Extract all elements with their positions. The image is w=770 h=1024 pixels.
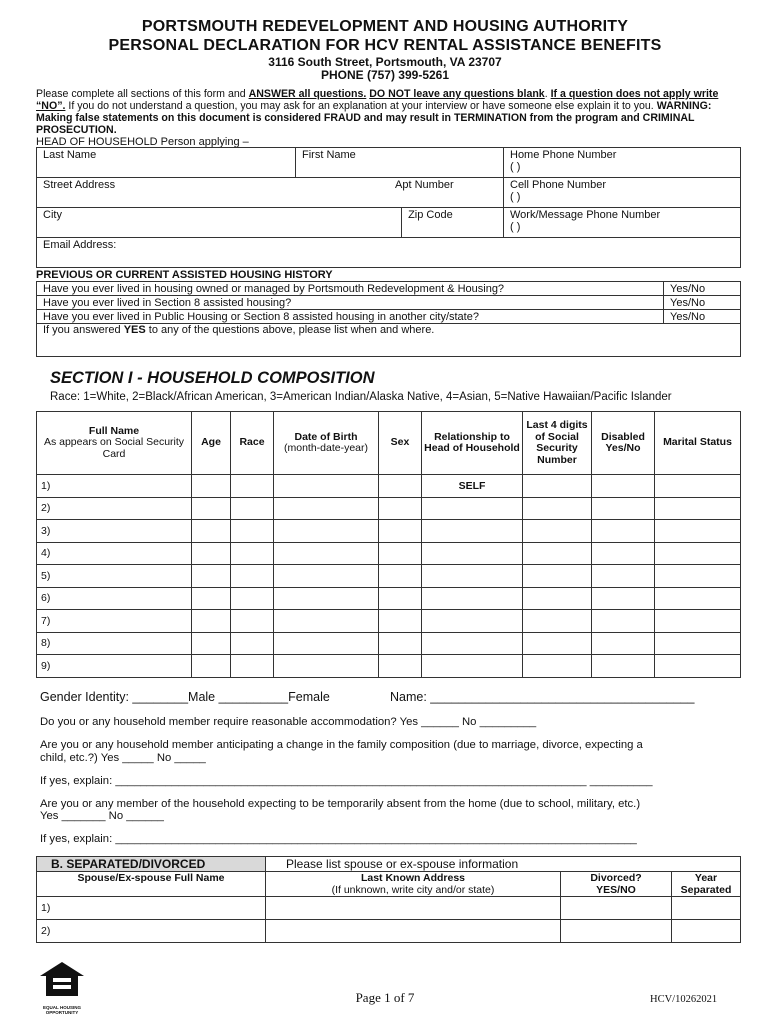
cell-phone-field[interactable] [504, 178, 741, 208]
instructions [36, 88, 736, 136]
history-q1: Have you ever lived in housing owned or managed by Portsmouth Redevelopment & Housing? [37, 282, 664, 296]
household-cell[interactable] [231, 610, 274, 633]
household-cell[interactable] [379, 565, 422, 588]
household-cell[interactable] [379, 542, 422, 565]
separated-cell[interactable] [672, 897, 741, 920]
zip-field[interactable] [402, 208, 504, 238]
history-q3-answer[interactable]: Yes/No [664, 310, 741, 324]
history-q2: Have you ever lived in Section 8 assisted housing? [37, 296, 664, 310]
household-cell[interactable] [655, 475, 741, 498]
hoh-heading: HEAD OF HOUSEHOLD Person applying – [36, 136, 249, 148]
household-cell[interactable] [274, 587, 379, 610]
col-dob-title: Date of Birth [294, 430, 358, 443]
household-cell[interactable] [523, 587, 592, 610]
household-row [37, 655, 741, 678]
household-cell[interactable] [231, 587, 274, 610]
explain-line-2[interactable]: If yes, explain: ___________________________________________________________________________________ [40, 833, 637, 845]
col-full-name-title: Full Name [88, 424, 140, 437]
cell-phone-label: Cell Phone Number [510, 179, 606, 191]
col-race: Race [231, 412, 274, 475]
household-cell[interactable] [192, 587, 231, 610]
household-cell[interactable] [592, 565, 655, 588]
household-cell[interactable] [379, 520, 422, 543]
last-name-label: Last Name [43, 149, 97, 161]
household-cell[interactable] [655, 565, 741, 588]
household-cell[interactable] [592, 632, 655, 655]
col-relationship: Relationship to Head of Household [422, 412, 523, 475]
household-cell[interactable] [231, 542, 274, 565]
street-address-field[interactable] [37, 178, 504, 208]
col-full-name [37, 412, 192, 475]
history-heading: PREVIOUS OR CURRENT ASSISTED HOUSING HISTORY [36, 269, 333, 281]
col-spouse-name: Spouse/Ex-spouse Full Name [37, 872, 266, 897]
household-cell[interactable] [192, 520, 231, 543]
household-cell[interactable] [231, 655, 274, 678]
col-full-name-sub: As appears on Social Security Card [43, 436, 185, 460]
household-row [37, 475, 741, 498]
history-list-field[interactable] [37, 324, 741, 357]
race-key: Race: 1=White, 2=Black/African American, 3=American Indian/Alaska Native, 4=Asian, 5=Native Hawaiian/Pacific Islander [50, 391, 672, 403]
email-field[interactable] [37, 238, 741, 268]
separated-instruction: Please list spouse or ex-spouse information [266, 857, 741, 872]
work-phone-paren: ( ) [510, 221, 521, 233]
history-q2-answer[interactable]: Yes/No [664, 296, 741, 310]
separated-cell[interactable] [561, 920, 672, 943]
household-row-number[interactable]: 6) [37, 587, 192, 610]
household-cell[interactable] [422, 565, 523, 588]
home-phone-paren: ( ) [510, 161, 521, 173]
household-table [36, 411, 741, 678]
col-dob [274, 412, 379, 475]
household-cell[interactable] [523, 520, 592, 543]
intro-warning: WARNING: Making false statements on this document is considered FRAUD and may result in TERMINATION from the program and CRIMINAL PROSECUTION. [36, 100, 712, 136]
household-cell[interactable] [523, 475, 592, 498]
household-cell[interactable] [274, 520, 379, 543]
absence-question: Are you or any member of the household expecting to be temporarily absent from the home (due to school, military, etc.) [40, 798, 641, 810]
composition-change-answer[interactable]: child, etc.?) Yes _____ No _____ [40, 752, 206, 764]
household-cell[interactable] [655, 520, 741, 543]
household-cell[interactable] [592, 587, 655, 610]
household-cell[interactable] [592, 610, 655, 633]
equal-housing-logo [38, 960, 86, 1015]
separated-row-number[interactable]: 1) [37, 897, 266, 920]
household-cell[interactable] [655, 655, 741, 678]
household-cell[interactable] [231, 565, 274, 588]
col-year-sub: Separated [680, 884, 732, 896]
household-cell[interactable] [274, 610, 379, 633]
section1-title: SECTION I - HOUSEHOLD COMPOSITION [50, 369, 375, 387]
household-cell[interactable] [523, 655, 592, 678]
agency-name: PORTSMOUTH REDEVELOPMENT AND HOUSING AUTHORITY [141, 18, 629, 35]
household-cell[interactable] [192, 497, 231, 520]
household-cell[interactable] [592, 542, 655, 565]
separated-cell[interactable] [561, 897, 672, 920]
household-cell[interactable] [274, 565, 379, 588]
relationship-self[interactable]: SELF [422, 475, 523, 498]
equal-housing-text: EQUAL HOUSING OPPORTUNITY [43, 1005, 81, 1015]
household-cell[interactable] [655, 497, 741, 520]
col-last-address-sub: (If unknown, write city and/or state) [331, 884, 495, 896]
street-label: Street Address [43, 179, 116, 191]
separated-cell[interactable] [266, 897, 561, 920]
separated-row-number[interactable]: 2) [37, 920, 266, 943]
separated-table [36, 856, 741, 943]
household-cell[interactable] [231, 475, 274, 498]
household-cell[interactable] [655, 587, 741, 610]
col-year-separated [672, 872, 741, 897]
household-cell[interactable] [379, 610, 422, 633]
household-cell[interactable] [379, 655, 422, 678]
separated-title: B. SEPARATED/DIVORCED [37, 857, 266, 872]
col-divorced [561, 872, 672, 897]
history-list-text-end: to any of the questions above, please list when and where. [145, 324, 435, 336]
household-cell[interactable] [231, 497, 274, 520]
household-row [37, 520, 741, 543]
household-cell[interactable] [192, 565, 231, 588]
col-divorced-title: Divorced? [590, 872, 642, 884]
hoh-table [36, 147, 741, 268]
absence-answer[interactable]: Yes _______ No ______ [40, 810, 164, 822]
history-table [36, 281, 741, 357]
household-cell[interactable] [274, 497, 379, 520]
col-dob-sub: (month-date-year) [283, 442, 369, 454]
col-sex: Sex [379, 412, 422, 475]
household-cell[interactable] [379, 587, 422, 610]
city-label: City [43, 209, 62, 221]
history-q3: Have you ever lived in Public Housing or Section 8 assisted housing in another city/state? [37, 310, 664, 324]
household-cell[interactable] [655, 632, 741, 655]
col-ssn: Last 4 digits of Social Security Number [523, 412, 592, 475]
household-row [37, 542, 741, 565]
last-name-field[interactable] [37, 148, 296, 178]
household-cell[interactable] [231, 632, 274, 655]
household-cell[interactable] [192, 655, 231, 678]
household-cell[interactable] [274, 475, 379, 498]
household-row-number[interactable]: 4) [37, 542, 192, 565]
household-row [37, 610, 741, 633]
household-cell[interactable] [379, 497, 422, 520]
household-cell[interactable] [422, 542, 523, 565]
separated-row [37, 897, 741, 920]
household-row-number[interactable]: 5) [37, 565, 192, 588]
household-row [37, 632, 741, 655]
agency-address: 3116 South Street, Portsmouth, VA 23707 [268, 55, 502, 69]
household-cell[interactable] [592, 520, 655, 543]
intro-no-blank: DO NOT leave any questions blank [369, 88, 545, 100]
household-cell[interactable] [592, 655, 655, 678]
intro-answer-all: ANSWER all questions. [248, 88, 367, 100]
household-cell[interactable] [192, 475, 231, 498]
household-cell[interactable] [274, 632, 379, 655]
household-cell[interactable] [379, 475, 422, 498]
household-cell[interactable] [192, 610, 231, 633]
household-cell[interactable] [379, 632, 422, 655]
household-row-number[interactable]: 2) [37, 497, 192, 520]
household-cell[interactable] [192, 542, 231, 565]
separated-cell[interactable] [672, 920, 741, 943]
col-disabled: Disabled Yes/No [592, 412, 655, 475]
page-number: Page 1 of 7 [355, 990, 415, 1005]
city-field[interactable] [37, 208, 402, 238]
household-row-number[interactable]: 3) [37, 520, 192, 543]
gender-identity-line[interactable]: Gender Identity: ________Male __________Female [40, 690, 330, 704]
household-row [37, 565, 741, 588]
intro-sep: . [544, 88, 551, 100]
household-row [37, 587, 741, 610]
separated-row [37, 920, 741, 943]
household-cell[interactable] [274, 542, 379, 565]
intro-text: Please complete all sections of this form and [36, 88, 249, 100]
email-label: Email Address: [43, 239, 117, 251]
col-marital: Marital Status [655, 412, 741, 475]
history-list-text: If you answered [43, 324, 124, 336]
home-phone-field[interactable] [504, 148, 741, 178]
intro-explain: If you do not understand a question, you may ask for an explanation at your interview or have someone else explain it to you. [65, 100, 657, 112]
household-cell[interactable] [422, 655, 523, 678]
household-cell[interactable] [523, 542, 592, 565]
explain-line-1[interactable]: If yes, explain: ___________________________________________________________________________ __________ [40, 775, 653, 787]
household-cell[interactable] [592, 475, 655, 498]
separated-cell[interactable] [266, 920, 561, 943]
household-cell[interactable] [422, 520, 523, 543]
household-row-number[interactable]: 7) [37, 610, 192, 633]
work-phone-label: Work/Message Phone Number [510, 209, 661, 221]
household-row [37, 497, 741, 520]
intro-write-no: If a question does not apply write “NO”. [36, 88, 719, 112]
zip-label: Zip Code [408, 209, 453, 221]
household-cell[interactable] [655, 542, 741, 565]
household-cell[interactable] [274, 655, 379, 678]
household-cell[interactable] [192, 632, 231, 655]
accommodation-question[interactable]: Do you or any household member require reasonable accommodation? Yes ______ No _________ [40, 716, 537, 728]
household-cell[interactable] [422, 587, 523, 610]
work-phone-field[interactable] [504, 208, 741, 238]
household-cell[interactable] [422, 632, 523, 655]
history-q1-answer[interactable]: Yes/No [664, 282, 741, 296]
household-cell[interactable] [523, 632, 592, 655]
form-title: PERSONAL DECLARATION FOR HCV RENTAL ASSISTANCE BENEFITS [108, 37, 662, 54]
col-age: Age [192, 412, 231, 475]
household-cell[interactable] [592, 497, 655, 520]
name-line[interactable]: Name: ______________________________________ [390, 690, 695, 704]
col-last-address [266, 872, 561, 897]
col-year-title: Year [694, 872, 718, 884]
form-code: HCV/10262021 [650, 994, 718, 1005]
household-cell[interactable] [655, 610, 741, 633]
home-phone-label: Home Phone Number [510, 149, 617, 161]
household-row-number[interactable]: 9) [37, 655, 192, 678]
agency-phone: PHONE (757) 399-5261 [320, 68, 450, 82]
household-cell[interactable] [523, 565, 592, 588]
household-row-number[interactable]: 1) [37, 475, 192, 498]
household-cell[interactable] [422, 610, 523, 633]
first-name-label: First Name [302, 149, 356, 161]
cell-phone-paren: ( ) [510, 191, 521, 203]
col-divorced-sub: YES/NO [596, 884, 636, 896]
household-cell[interactable] [231, 520, 274, 543]
composition-change-question: Are you or any household member anticipating a change in the family composition (due to marriage, divorce, expecting a [40, 739, 643, 751]
col-last-address-title: Last Known Address [360, 872, 466, 884]
first-name-field[interactable] [296, 148, 504, 178]
household-cell[interactable] [523, 497, 592, 520]
household-row-number[interactable]: 8) [37, 632, 192, 655]
household-cell[interactable] [422, 497, 523, 520]
apt-label: Apt Number [395, 179, 454, 191]
household-cell[interactable] [523, 610, 592, 633]
history-list-yes: YES [123, 324, 146, 336]
